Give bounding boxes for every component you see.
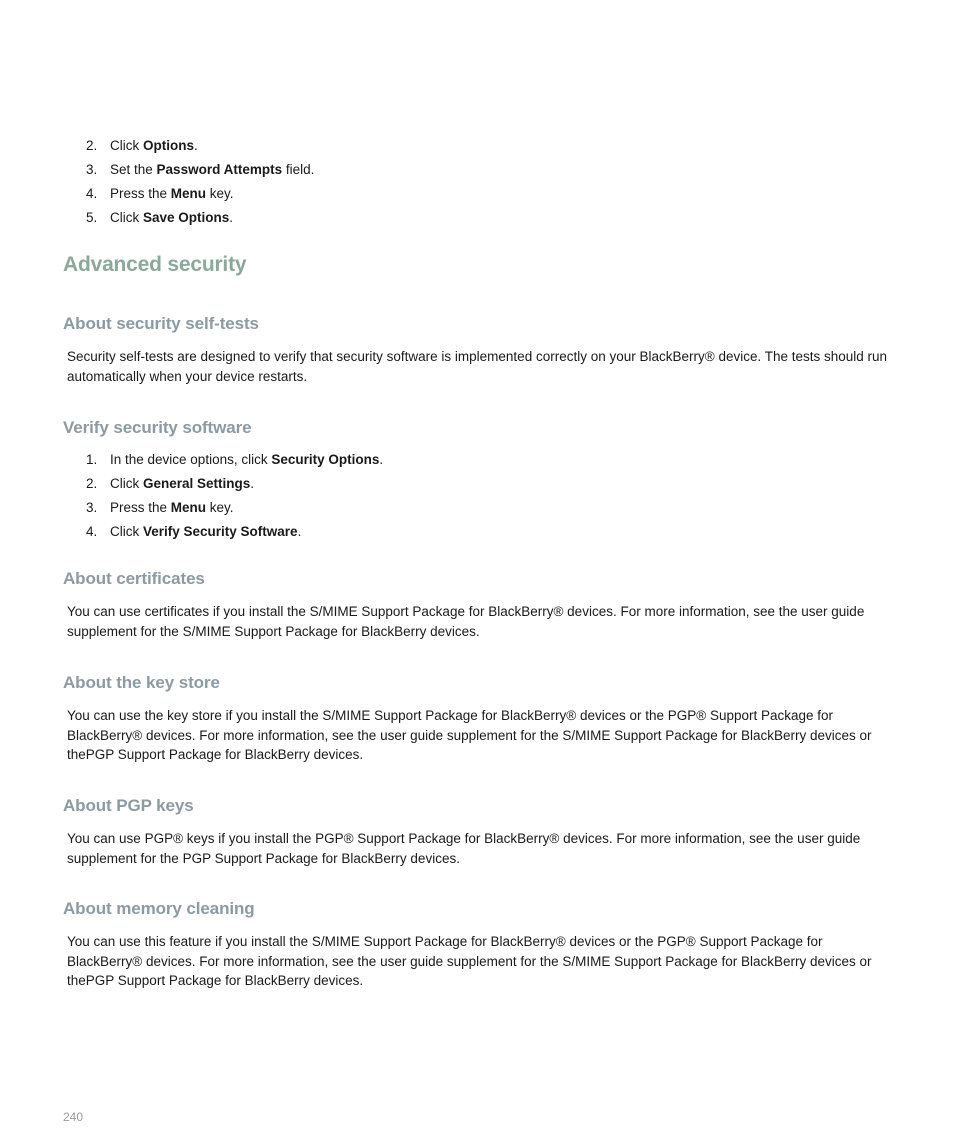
step-number: 1.	[86, 452, 98, 467]
step-text: Click	[110, 476, 143, 491]
list-item	[86, 206, 314, 230]
step-text-end: .	[297, 524, 302, 539]
step-emphasis: Save Options	[143, 210, 230, 225]
heading-memory-cleaning: About memory cleaning	[63, 899, 255, 918]
step-list-password-attempts	[86, 134, 314, 230]
step-emphasis: Security Options	[271, 452, 380, 467]
step-text-end: key.	[206, 500, 234, 515]
step-text: Click	[110, 138, 143, 153]
step-text: Click	[110, 524, 143, 539]
step-number: 3.	[86, 162, 98, 177]
step-number: 5.	[86, 210, 98, 225]
step-text-end: .	[229, 210, 234, 225]
list-item	[86, 182, 314, 206]
heading-certificates: About certificates	[63, 569, 205, 588]
list-item	[86, 448, 383, 472]
step-number: 2.	[86, 476, 98, 491]
step-emphasis: Options	[143, 138, 194, 153]
step-number: 4.	[86, 186, 98, 201]
step-number: 4.	[86, 524, 98, 539]
step-text: Press the	[110, 500, 171, 515]
section-title: Advanced security	[63, 253, 247, 276]
paragraph-certificates: You can use certificates if you install the S/MIME Support Package for BlackBerry® devices. For more information, see the user guide supplement for the S/MIME Support Package for BlackBerry devices.	[67, 604, 865, 639]
heading-key-store: About the key store	[63, 673, 220, 692]
list-item	[86, 520, 383, 544]
step-number: 3.	[86, 500, 98, 515]
heading-pgp-keys: About PGP keys	[63, 796, 194, 815]
step-text: Press the	[110, 186, 171, 201]
list-item	[86, 158, 314, 182]
list-item	[86, 496, 383, 520]
step-text: In the device options, click	[110, 452, 272, 467]
page-number: 240	[63, 1110, 84, 1124]
step-list-verify-security	[86, 448, 383, 544]
step-emphasis: General Settings	[143, 476, 251, 491]
step-text-end: .	[194, 138, 198, 153]
list-item	[86, 472, 383, 496]
paragraph-pgp-keys: You can use PGP® keys if you install the PGP® Support Package for BlackBerry® devices. For more information, see the user guide supplement for the PGP Support Package for BlackBerry devices.	[67, 831, 861, 866]
heading-self-tests: About security self-tests	[63, 314, 259, 333]
list-item	[86, 134, 314, 158]
step-text: Set the	[110, 162, 157, 177]
step-text: Click	[110, 210, 143, 225]
step-emphasis: Password Attempts	[156, 162, 283, 177]
step-emphasis: Menu	[170, 500, 207, 515]
step-emphasis: Menu	[170, 186, 207, 201]
paragraph-memory-cleaning: You can use this feature if you install the S/MIME Support Package for BlackBerry® devices or the PGP® Support Package for BlackBerry® devices. For more information, see the user guide supplement for the S/MIME Support Package for BlackBerry devices or thePGP Support Package for BlackBerry devices.	[67, 934, 872, 988]
paragraph-self-tests: Security self-tests are designed to verify that security software is implemented correctly on your BlackBerry® device. The tests should run automatically when your device restarts.	[67, 349, 888, 384]
step-text-end: .	[250, 476, 255, 491]
step-text-end: key.	[206, 186, 234, 201]
step-text-end: field.	[282, 162, 315, 177]
heading-verify-security-software: Verify security software	[63, 418, 252, 437]
step-emphasis: Verify Security Software	[143, 524, 298, 539]
paragraph-key-store: You can use the key store if you install the S/MIME Support Package for BlackBerry® devices or the PGP® Support Package for BlackBerry® devices. For more information, see the user guide supplement for the S/MIME Support Package for BlackBerry devices or thePGP Support Package for BlackBerry devices.	[67, 708, 872, 762]
step-number: 2.	[86, 138, 98, 153]
step-text-end: .	[379, 452, 384, 467]
